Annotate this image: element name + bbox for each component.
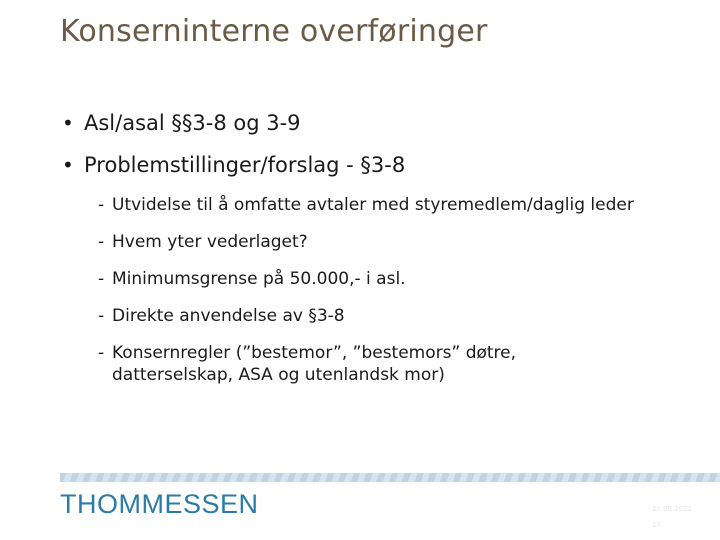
- company-logo: THOMMESSEN: [60, 489, 259, 519]
- dash-icon: -: [98, 232, 105, 252]
- slide-title: Konserninterne overføringer: [60, 14, 488, 49]
- sub-bullet-item: [96, 305, 700, 327]
- slide-content: [60, 108, 700, 401]
- dash-icon: -: [98, 306, 105, 326]
- page-number: 17: [652, 521, 661, 529]
- footer-date: 21.05.2021: [652, 505, 693, 513]
- sub-bullet-item: [96, 268, 700, 290]
- sub-bullet-text: Utvidelse til å omfatte avtaler med styremedlem/daglig leder: [112, 195, 634, 215]
- footer-stripe: [60, 473, 720, 482]
- bullet-icon: •: [62, 111, 74, 135]
- sub-bullet-item: [96, 342, 700, 386]
- dash-icon: -: [98, 343, 105, 363]
- sub-bullet-text: Minimumsgrense på 50.000,- i asl.: [112, 269, 406, 289]
- bullet-text: Problemstillinger/forslag - §3-8: [84, 153, 406, 177]
- sub-bullet-item: [96, 231, 700, 253]
- sub-bullet-item: [96, 194, 700, 216]
- sub-bullet-text: Direkte anvendelse av §3-8: [112, 306, 345, 326]
- bullet-item: [60, 108, 700, 138]
- dash-icon: -: [98, 195, 105, 215]
- bullet-icon: •: [62, 153, 74, 177]
- bullet-item: [60, 150, 700, 180]
- sub-bullet-text: Konsernregler (”bestemor”, ”bestemors” døtre, datterselskap, ASA og utenlandsk mor): [112, 343, 517, 385]
- bullet-text: Asl/asal §§3-8 og 3-9: [84, 111, 301, 135]
- sub-bullet-text: Hvem yter vederlaget?: [112, 232, 308, 252]
- dash-icon: -: [98, 269, 105, 289]
